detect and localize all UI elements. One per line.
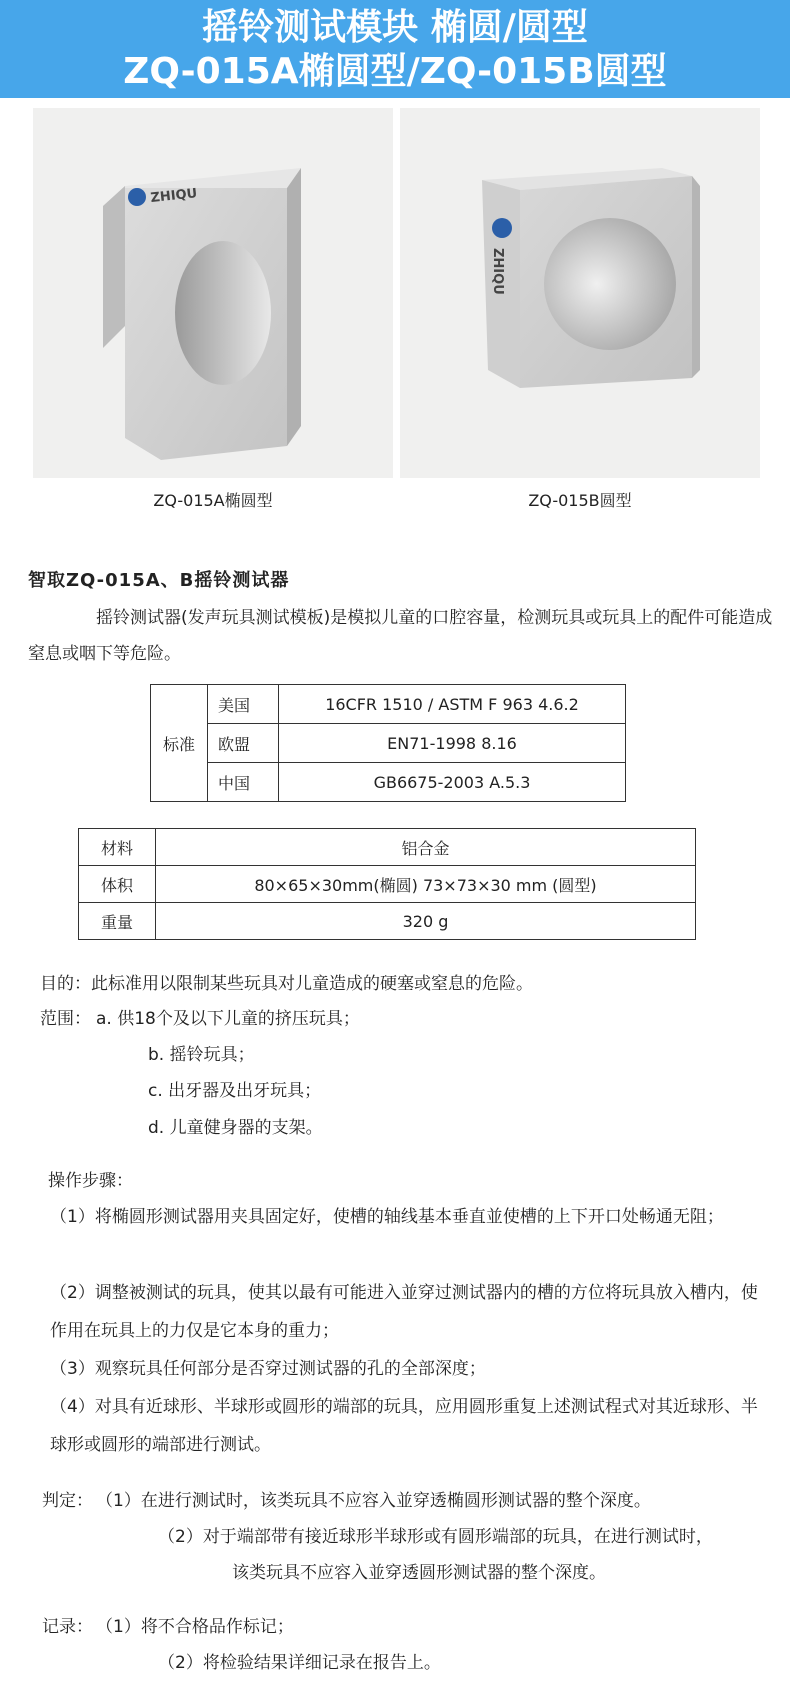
brand-logo-a: ZHIQU — [149, 186, 198, 206]
spec-key: 材料 — [79, 829, 156, 866]
oval-block-image — [33, 108, 393, 478]
caption-oval: ZQ-015A椭圆型 — [153, 491, 273, 510]
scope-item: d. 儿童健身器的支架。 — [148, 1118, 323, 1138]
banner-title-line2: ZQ-015A椭圆型/ZQ-015B圆型 — [123, 51, 667, 92]
standards-table — [150, 684, 626, 802]
scope-item: c. 出牙器及出牙玩具； — [148, 1081, 322, 1101]
scope-item: b. 摇铃玩具； — [148, 1045, 255, 1065]
standard-value: 16CFR 1510 / ASTM F 963 4.6.2 — [279, 685, 626, 724]
record-item: （1）将不合格品作标记； — [96, 1617, 294, 1637]
judgement-item: （2）对于端部带有接近球形半球形或有圆形端部的玩具，在进行测试时， — [158, 1527, 713, 1547]
scope-label: 范围： — [40, 1009, 91, 1029]
spec-key: 体积 — [79, 866, 156, 903]
spec-key: 重量 — [79, 903, 156, 940]
judgement-item: （1）在进行测试时，该类玩具不应容入並穿透椭圆形测试器的整个深度。 — [96, 1491, 651, 1511]
standards-row — [151, 685, 626, 724]
intro-paragraph: 摇铃测试器(发声玩具测试模板)是模拟儿童的口腔容量，检测玩具或玩具上的配件可能造成窒息或咽下等危险。 — [28, 608, 773, 664]
standards-row — [151, 724, 626, 763]
steps-title: 操作步骤： — [48, 1171, 133, 1191]
standards-row — [151, 763, 626, 802]
spec-value: 320 g — [156, 903, 696, 940]
step-item: （4）对具有近球形、半球形或圆形的端部的玩具，应用圆形重复上述测试程式对其近球形、半球形或圆形的端部进行测试。 — [50, 1397, 758, 1455]
judgement-item: 该类玩具不应容入並穿透圆形测试器的整个深度。 — [232, 1563, 606, 1583]
scope-item: a. 供18个及以下儿童的挤压玩具； — [96, 1009, 360, 1029]
product-photo-oval — [33, 108, 393, 478]
spec-row — [79, 866, 696, 903]
step-item: （2）调整被测试的玩具，使其以最有可能进入並穿过测试器内的槽的方位将玩具放入槽内，使作用在玩具上的力仅是它本身的重力； — [50, 1283, 758, 1341]
standard-value: GB6675-2003 A.5.3 — [279, 763, 626, 802]
round-block-image — [400, 108, 760, 478]
spec-value: 铝合金 — [156, 829, 696, 866]
title-banner — [0, 0, 790, 98]
spec-row — [79, 829, 696, 866]
record-label: 记录： — [42, 1617, 93, 1637]
spec-value: 80×65×30mm(椭圆) 73×73×30 mm (圆型) — [156, 866, 696, 903]
region-cell: 美国 — [208, 685, 279, 724]
caption-round: ZQ-015B圆型 — [528, 491, 632, 510]
step-item: （1）将椭圆形测试器用夹具固定好，使槽的轴线基本垂直並使槽的上下开口处畅通无阻； — [50, 1207, 724, 1227]
specs-table — [78, 828, 696, 940]
brand-logo-b: ZHIQU — [490, 248, 505, 295]
region-cell: 欧盟 — [208, 724, 279, 763]
section-title: 智取ZQ-015A、B摇铃测试器 — [28, 570, 290, 591]
step-item: （3）观察玩具任何部分是否穿过测试器的孔的全部深度； — [50, 1359, 486, 1379]
standard-value: EN71-1998 8.16 — [279, 724, 626, 763]
spec-row — [79, 903, 696, 940]
product-photo-round — [400, 108, 760, 478]
region-cell: 中国 — [208, 763, 279, 802]
standards-label: 标准 — [151, 685, 208, 802]
banner-title-line1: 摇铃测试模块 椭圆/圆型 — [202, 7, 588, 48]
judgement-label: 判定： — [42, 1491, 93, 1511]
purpose-text: 目的：此标准用以限制某些玩具对儿童造成的硬塞或窒息的危险。 — [40, 974, 533, 994]
record-item: （2）将检验结果详细记录在报告上。 — [158, 1653, 441, 1673]
